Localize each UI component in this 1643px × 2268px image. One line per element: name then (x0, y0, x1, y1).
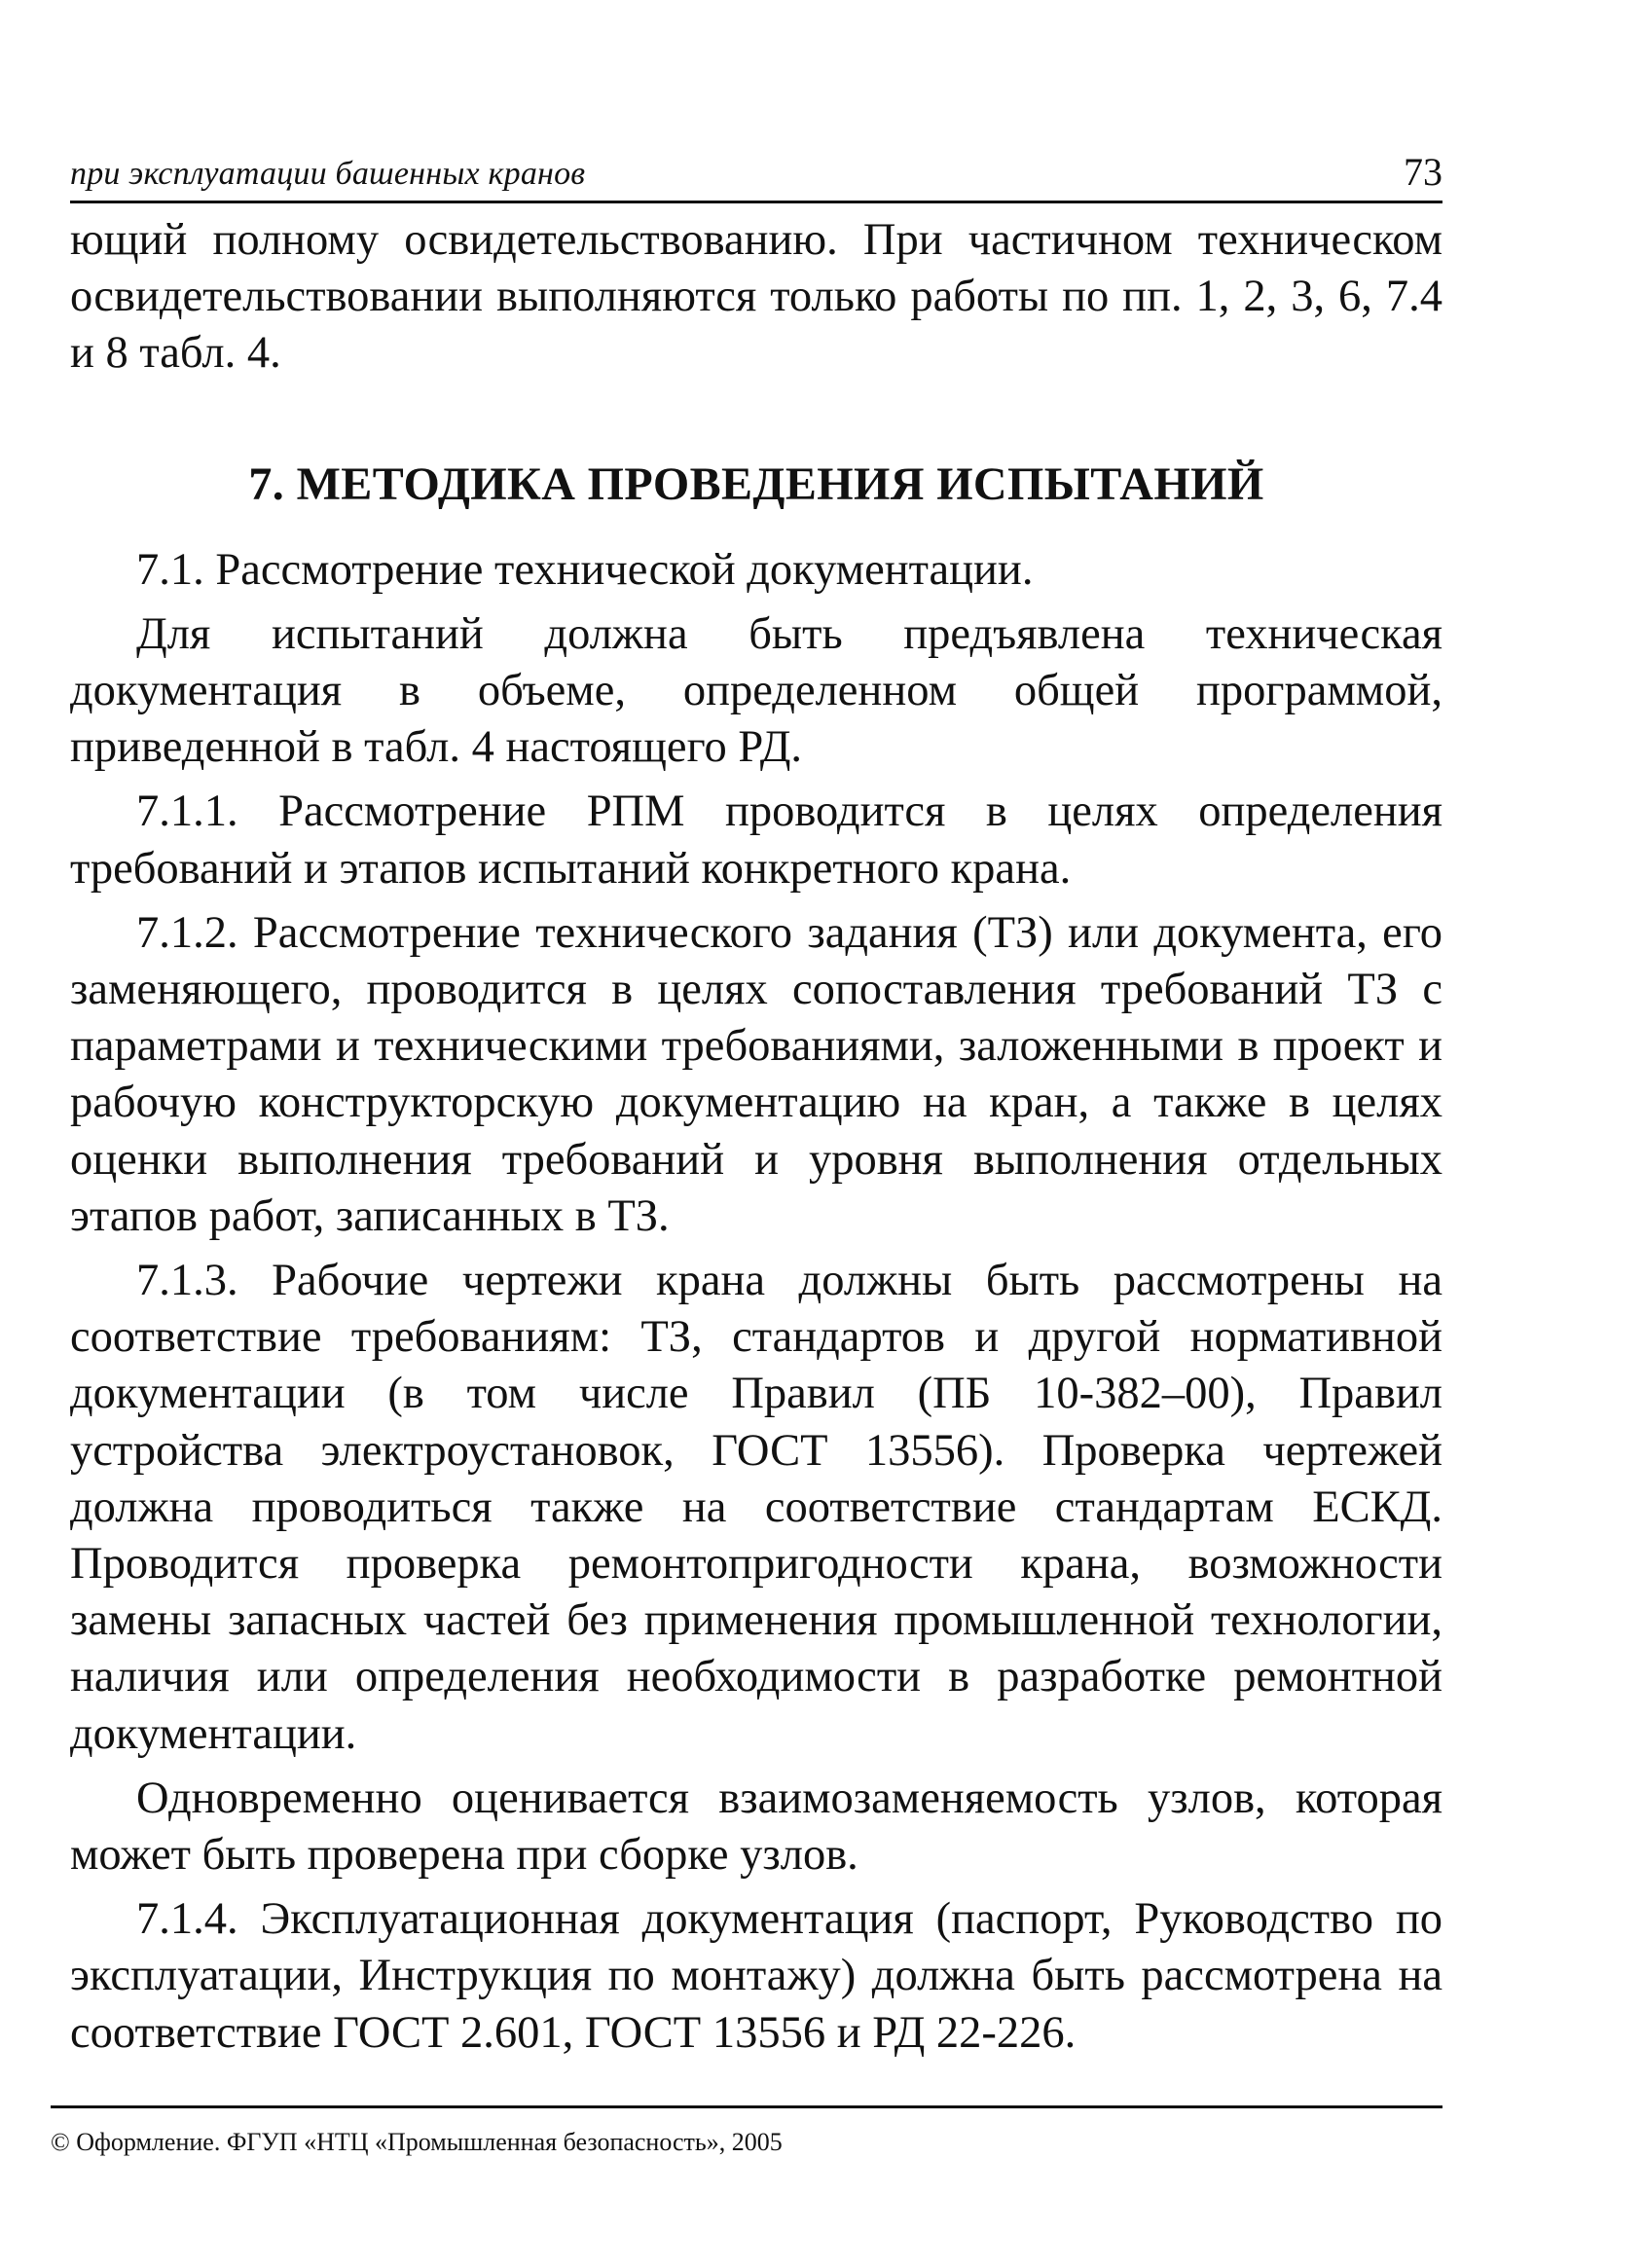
paragraph-7-1-4: 7.1.4. Эксплуатационная документация (паспорт, Руководство по эксплуатации, Инструкция по монтажу) должна быть рассмотрена на соответствие ГОСТ 2.601, ГОСТ 13556 и РД 22-226. (70, 1894, 1442, 2058)
paragraph-7-1-2: 7.1.2. Рассмотрение технического задания (ТЗ) или документа, его заменяющего, проводится в целях сопоставления требований ТЗ с параметрами и техническими требованиями, заложенными в проект и рабочую конструкторскую документацию на кран, а также в целях оценки выполнения требований и уровня выполнения отдельных этапов работ, записанных в ТЗ. (70, 907, 1442, 1241)
paragraph-7-1-3: 7.1.3. Рабочие чертежи крана должны быть рассмотрены на соответствие требованиям: ТЗ, стандартов и другой нормативной документации (в том числе Правил (ПБ 10-382–00), Правил устройства электроустановок, ГОСТ 13556). Проверка чертежей должна проводиться также на соответствие стандартам ЕСКД. Проводится проверка ремонтопригодности крана, возможности замены запасных частей без применения промышленной технологии, наличия или определения необходимости в разработке ремонтной документации. (70, 1256, 1442, 1759)
running-title: при эксплуатации башенных кранов (70, 156, 586, 192)
paragraph-documentation: Для испытаний должна быть предъявлена техническая документация в объеме, определенном общей программой, приведенной в табл. 4 настоящего РД. (70, 608, 1442, 773)
paragraph-interchangeability: Одновременно оценивается взаимозаменяемость узлов, которая может быть проверена при сборке узлов. (70, 1773, 1442, 1881)
continuation-paragraph: ющий полному освидетельствованию. При частичном техническом освидетельствовании выполняются только работы по пп. 1, 2, 3, 6, 7.4 и 8 табл. 4. (70, 215, 1442, 379)
footer-copyright: © Оформление. ФГУП «НТЦ «Промышленная безопасность», 2005 (51, 2128, 783, 2156)
paragraph-7-1: 7.1. Рассмотрение технической документации. (136, 544, 1034, 595)
paragraph-7-1-1: 7.1.1. Рассмотрение РПМ проводится в целях определения требований и этапов испытаний конкретного крана. (70, 786, 1442, 894)
body-text (70, 212, 1442, 2062)
page-number: 73 (1404, 150, 1442, 194)
section-title: 7. МЕТОДИКА ПРОВЕДЕНИЯ ИСПЫТАНИЙ (248, 457, 1264, 510)
running-header (70, 146, 1442, 203)
footer-rule (51, 2105, 1442, 2108)
